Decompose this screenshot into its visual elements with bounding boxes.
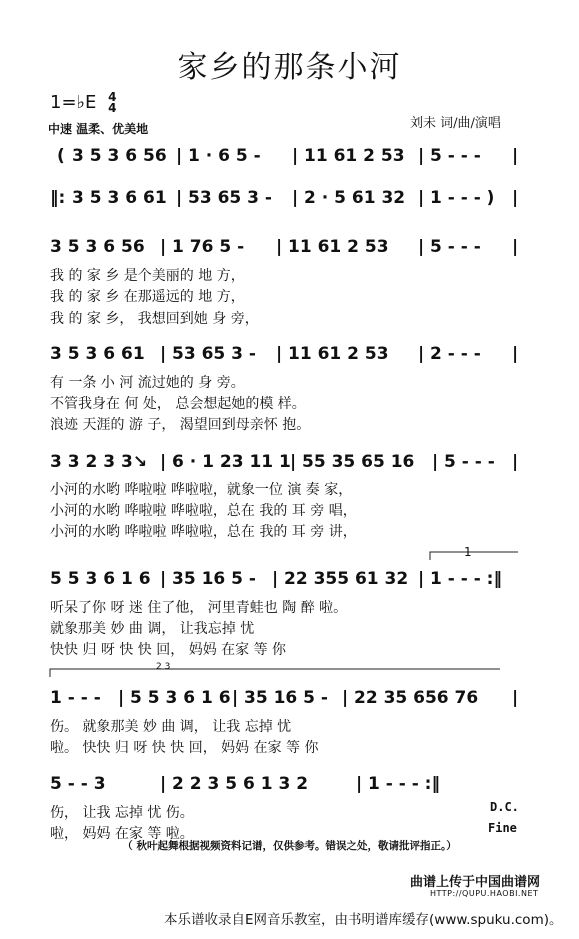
notation-segment: 5 5 3 6 1 6 — [130, 688, 231, 708]
notation-segment: | — [292, 146, 299, 166]
notation-segment: 6 · 1 23 11 1 — [172, 452, 291, 472]
tempo-marking: 中速 温柔、优美地 — [48, 122, 149, 136]
notation-segment: | — [118, 688, 125, 708]
upload-label: 曲谱上传于中国曲谱网 — [410, 875, 541, 890]
notation-segment: 55 35 65 16 — [302, 452, 415, 472]
lyric-line: 快快 归 呀 快 快 回， 妈妈 在家 等 你 — [50, 642, 287, 658]
lyric-line: 伤， 让我 忘掉 忧 伤。 — [50, 805, 194, 821]
fine-marking: Fine — [488, 821, 517, 835]
lyric-line: 不管我身在 何 处， 总会想起她的模 样。 — [50, 396, 306, 412]
notation-segment: 1 - - - ) — [430, 188, 495, 208]
notation-segment: | — [418, 237, 425, 257]
notation-segment: 5 - - 3 — [50, 774, 106, 794]
notation-segment: 1 - - - :‖ — [430, 569, 502, 589]
lyric-line: 有 一条 小 河 流过她的 身 旁。 — [50, 375, 245, 391]
notation-segment: 11 61 2 53 — [288, 344, 389, 364]
notation-segment: 1 · 6 5 - — [188, 146, 261, 166]
lyric-line: 啦。 快快 归 呀 快 快 回， 妈妈 在家 等 你 — [50, 740, 319, 756]
notation-segment: 1 - - - — [50, 688, 101, 708]
notation-segment: 5 - - - — [430, 237, 481, 257]
notation-segment: 22 35 656 76 — [354, 688, 479, 708]
notation-segment: | — [160, 237, 167, 257]
notation-segment: 5 - - - — [444, 452, 495, 472]
dc-marking: D.C. — [490, 800, 519, 814]
notation-segment: | — [342, 688, 349, 708]
notation-segment: 3 3 2 3 3↘ — [50, 452, 148, 472]
notation-segment: | — [512, 452, 519, 472]
lyric-line: 我 的 家 乡 是个美丽的 地 方， — [50, 268, 245, 284]
notation-segment: 2 · 5 61 32 — [304, 188, 406, 208]
notation-segment: | — [418, 146, 425, 166]
notation-segment: ‖: — [50, 188, 66, 208]
notation-segment: | — [176, 146, 183, 166]
song-title: 家乡的那条小河 — [177, 50, 402, 85]
notation-segment: 1 76 5 - — [172, 237, 245, 257]
notation-segment: 2 2 3 5 6 1 3 2 — [172, 774, 309, 794]
lyric-line: 伤。 就象那美 妙 曲 调， 让我 忘掉 忧 — [50, 719, 292, 735]
lyric-line: 小河的水哟 哗啦啦 哗啦啦，总在 我的 耳 旁 唱， — [50, 503, 357, 519]
notation-segment: | — [292, 188, 299, 208]
notation-segment: | — [276, 237, 283, 257]
notation-segment: | — [160, 774, 167, 794]
notation-segment: | — [418, 188, 425, 208]
notation-segment: 2 - - - — [430, 344, 481, 364]
lyric-line: 听呆了你 呀 迷 住了他， 河里青蛙也 陶 醉 啦。 — [50, 600, 348, 616]
notation-segment: 3 5 3 6 61 — [72, 188, 167, 208]
time-sig-bottom: 4 — [108, 101, 117, 115]
key-signature — [50, 92, 117, 114]
lyric-line: 我 的 家 乡 在那遥远的 地 方， — [50, 289, 245, 305]
notation-segment: | — [512, 237, 519, 257]
notation-segment: 35 16 5 - — [244, 688, 328, 708]
lyric-line: 我 的 家 乡， 我想回到她 身 旁， — [50, 311, 259, 327]
notation-segment: | — [512, 344, 519, 364]
notation-segment: | — [356, 774, 363, 794]
notation-segment: 11 61 2 53 — [304, 146, 405, 166]
notation-segment: | — [512, 688, 519, 708]
credits: 刘未 词/曲/演唱 — [410, 116, 501, 131]
notation-segment: | — [512, 188, 519, 208]
notation-segment: | — [418, 344, 425, 364]
notation-segment: 3 5 3 6 61 — [50, 344, 145, 364]
notation-segment: | — [160, 452, 167, 472]
volta-1-label: 1 — [464, 545, 472, 559]
notation-segment: | — [160, 569, 167, 589]
lyric-line: 小河的水哟 哗啦啦 哗啦啦，总在 我的 耳 旁 讲， — [50, 524, 357, 540]
lyric-line: 小河的水哟 哗啦啦 哗啦啦，就象一位 演 奏 家， — [50, 482, 353, 498]
upload-url: HTTP://QUPU.HAOBI.NET — [430, 889, 539, 898]
notation-segment: 5 5 3 6 1 6 — [50, 569, 151, 589]
notation-segment: 35 16 5 - — [172, 569, 256, 589]
notation-segment: 1 - - - :‖ — [368, 774, 440, 794]
time-sig-top: 4 — [108, 90, 117, 104]
notation-segment: | — [176, 188, 183, 208]
notation-segment: | — [432, 452, 439, 472]
notation-segment: | — [272, 569, 279, 589]
lyric-line: 就象那美 妙 曲 调， 让我忘掉 忧 — [50, 621, 255, 637]
volta-23-label: 2 3 — [156, 662, 171, 672]
notation-segment: | — [512, 146, 519, 166]
notation-segment: 3 5 3 6 56 — [50, 237, 145, 257]
notation-segment: 11 61 2 53 — [288, 237, 389, 257]
source-line: 本乐谱收录自E网音乐教室，由书明谱库缓存(www.spuku.com)。 — [164, 912, 563, 928]
lyric-line: 啦， 妈妈 在家 等 啦。 — [50, 826, 194, 842]
notation-segment: 5 - - - — [430, 146, 481, 166]
notation-segment: | — [290, 452, 297, 472]
transcriber-note: （ 秋叶起舞根据视频资料记谱，仅供参考。错误之处，敬请批评指正。） — [122, 840, 457, 852]
notation-segment: 3 5 3 6 56 — [72, 146, 167, 166]
key-label: 1=♭E — [50, 92, 97, 113]
notation-segment: ( — [57, 146, 65, 166]
notation-segment: 22 355 61 32 — [284, 569, 409, 589]
notation-segment: | — [418, 569, 425, 589]
notation-segment: | — [276, 344, 283, 364]
notation-segment: | — [160, 344, 167, 364]
notation-segment: | — [232, 688, 239, 708]
notation-segment: 53 65 3 - — [172, 344, 256, 364]
lyric-line: 浪迹 天涯的 游 子， 渴望回到母亲怀 抱。 — [50, 417, 311, 433]
notation-segment: 53 65 3 - — [188, 188, 272, 208]
